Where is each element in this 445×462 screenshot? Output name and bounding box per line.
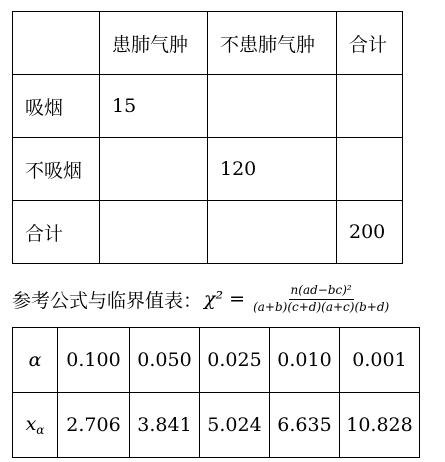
chi-square-symbol: χ²: [204, 288, 224, 310]
cell-total-no-emphysema: [208, 201, 337, 264]
critical-value: 5.024: [200, 393, 270, 458]
cell-non-smoking-total: [337, 138, 403, 201]
critical-x-row: [13, 393, 420, 458]
contingency-table: [12, 11, 403, 264]
formula-label: 参考公式与临界值表：: [12, 289, 203, 312]
cell-total-emphysema: [100, 201, 208, 264]
cell-smoking-emphysema: 15: [100, 75, 208, 138]
header-cell-no-emphysema: 不患肺气肿: [208, 12, 337, 75]
alpha-row: [13, 328, 420, 393]
cell-non-smoking-emphysema: [100, 138, 208, 201]
cell-smoking-no-emphysema: [208, 75, 337, 138]
critical-value: 10.828: [340, 393, 420, 458]
critical-value: 2.706: [58, 393, 130, 458]
table-row-non-smoking: [13, 138, 403, 201]
x-subscript: α: [36, 423, 45, 437]
critical-value-table: [12, 327, 420, 458]
header-cell-total: 合计: [337, 12, 403, 75]
formula-line: [12, 276, 442, 322]
alpha-value: 0.025: [200, 328, 270, 393]
header-cell-empty: [13, 12, 100, 75]
chi-square-fraction: [251, 284, 391, 315]
fraction-denominator: (a+b)(c+d)(a+c)(b+d): [253, 299, 390, 314]
critical-value: 6.635: [270, 393, 340, 458]
cell-grand-total: 200: [337, 201, 403, 264]
row-label-smoking: 吸烟: [13, 75, 100, 138]
alpha-value: 0.010: [270, 328, 340, 393]
equals-sign: =: [229, 288, 246, 310]
alpha-label: α: [13, 328, 58, 393]
table-header-row: [13, 12, 403, 75]
cell-smoking-total: [337, 75, 403, 138]
alpha-value: 0.001: [340, 328, 420, 393]
alpha-value: 0.050: [130, 328, 200, 393]
alpha-value: 0.100: [58, 328, 130, 393]
x-symbol: x: [25, 413, 37, 435]
table-row-smoking: [13, 75, 403, 138]
row-label-total: 合计: [13, 201, 100, 264]
cell-non-smoking-no-emphysema: 120: [208, 138, 337, 201]
header-cell-emphysema: 患肺气肿: [100, 12, 208, 75]
table-row-total: [13, 201, 403, 264]
critical-value: 3.841: [130, 393, 200, 458]
row-label-non-smoking: 不吸烟: [13, 138, 100, 201]
x-alpha-label: [13, 393, 58, 458]
fraction-numerator: n(ad−bc)²: [289, 284, 354, 300]
